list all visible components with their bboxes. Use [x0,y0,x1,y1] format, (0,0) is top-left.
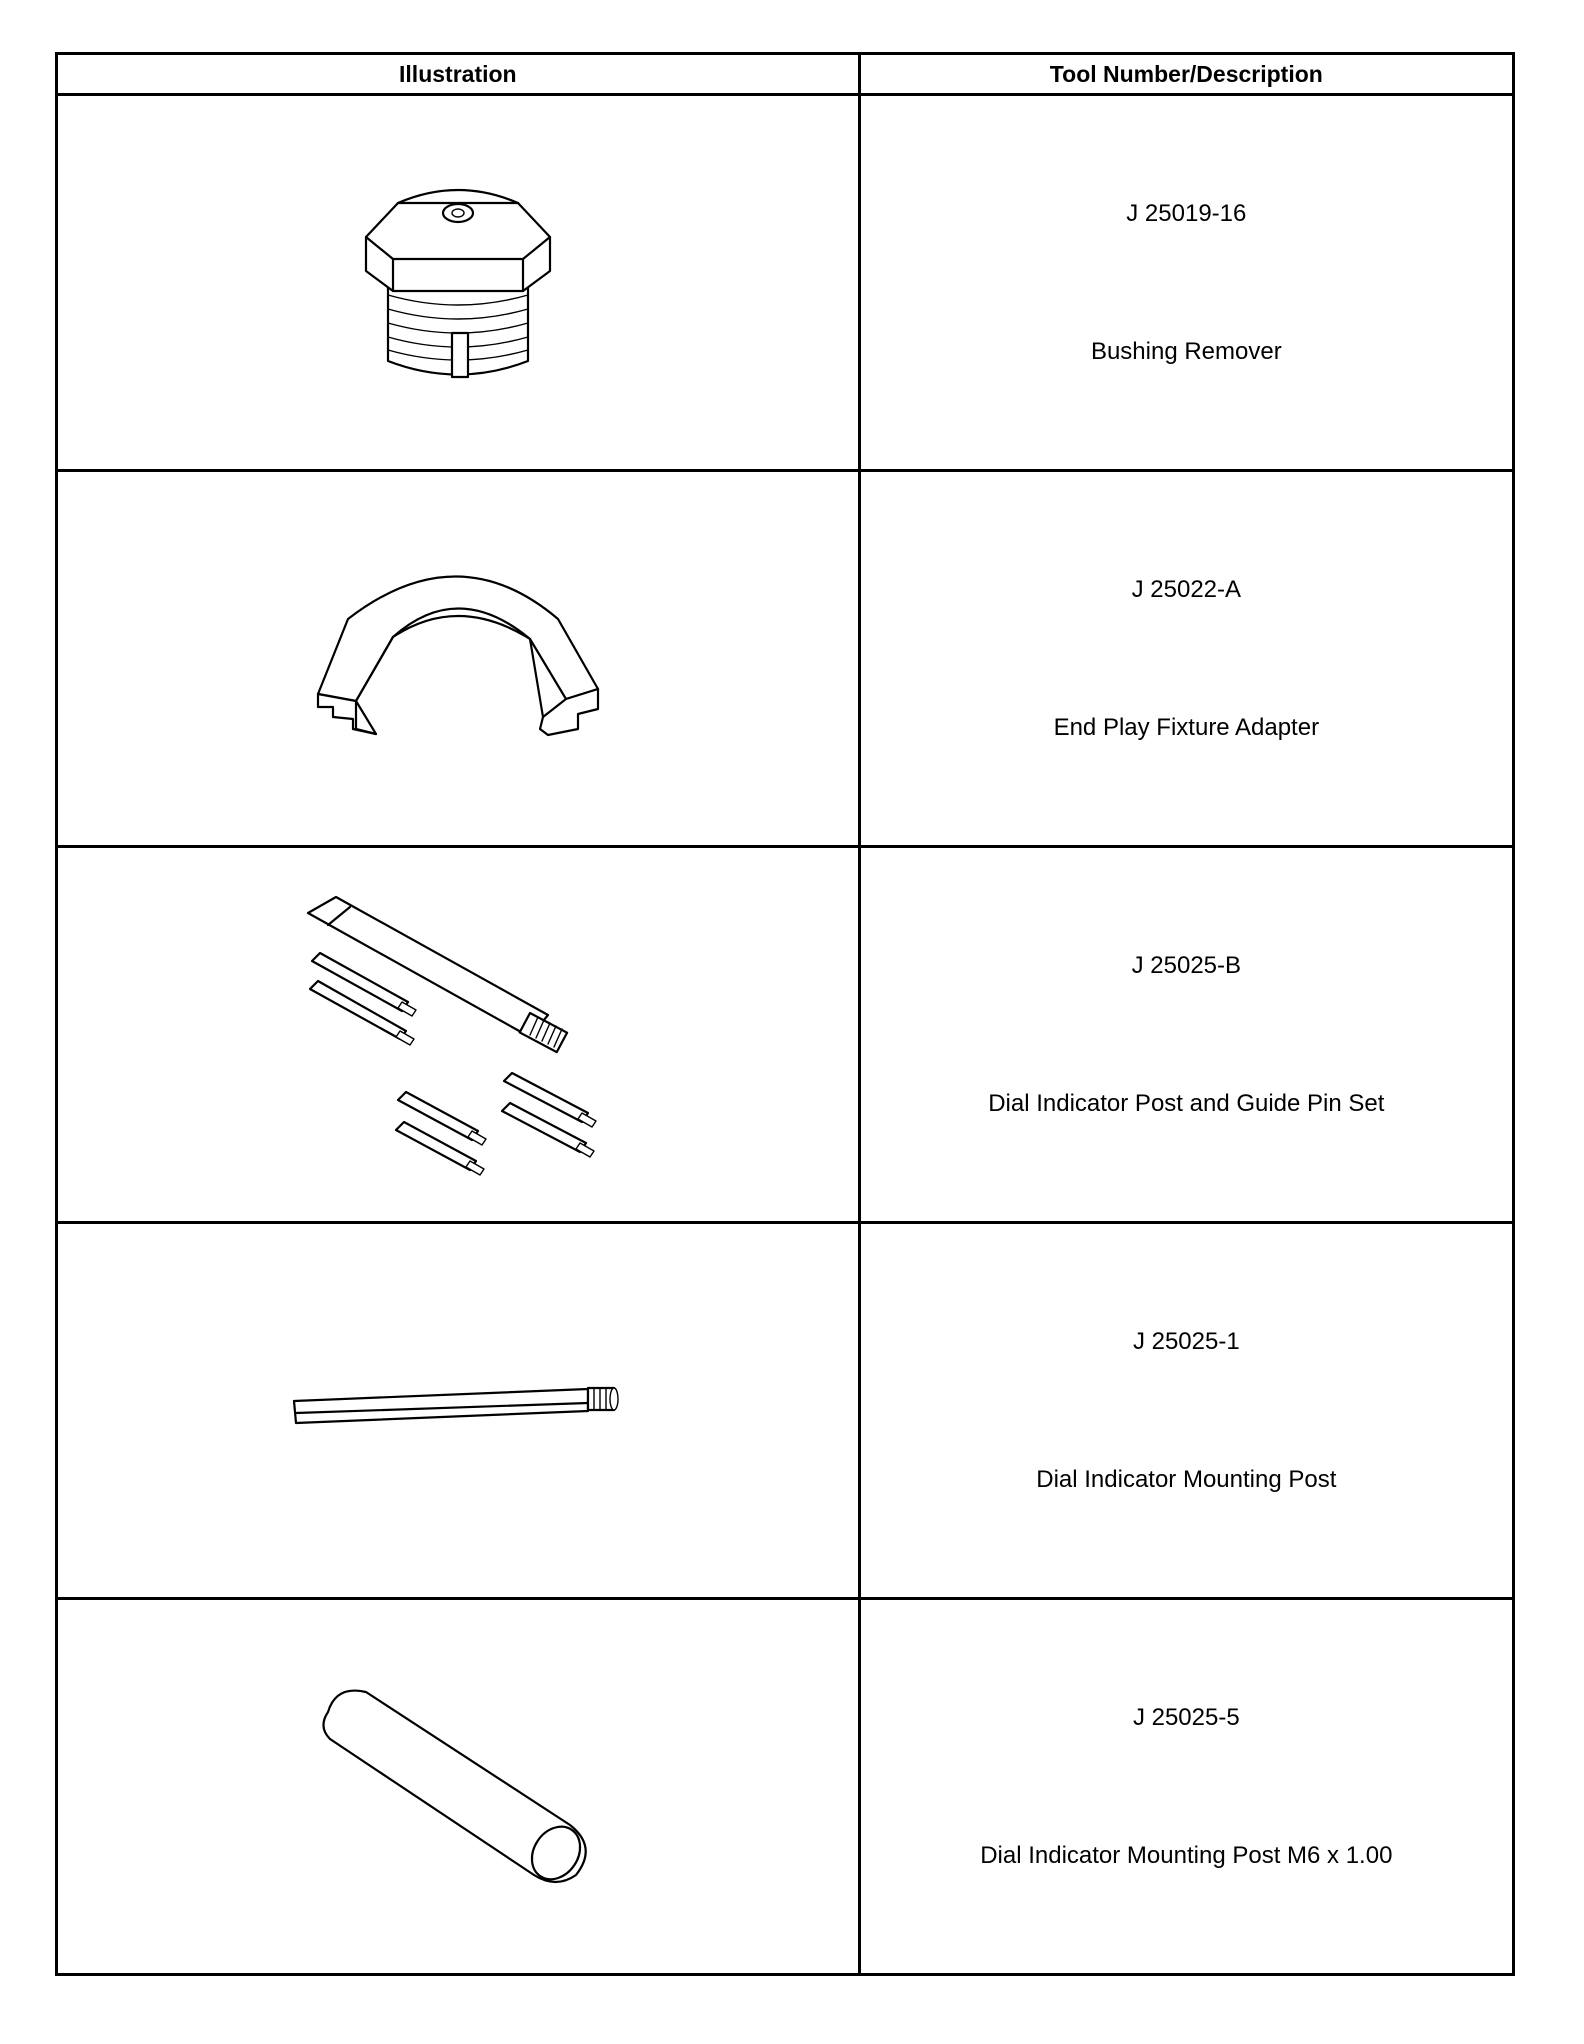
illustration-cell [57,1599,860,1975]
tool-description: Dial Indicator Mounting Post [1036,1465,1337,1493]
header-row [57,54,1514,95]
illustration-cell [57,95,860,471]
table-row [57,847,1514,1223]
table-row [57,1223,1514,1599]
table-row [57,471,1514,847]
tool-number: J 25022-A [1131,575,1242,603]
tool-number: J 25025-1 [1132,1327,1240,1355]
description-cell [859,95,1513,471]
illustration-cell [57,847,860,1223]
header-tool-number-description: Tool Number/Description [859,54,1513,95]
tool-table [55,52,1515,1976]
illustration-cell [57,1223,860,1599]
description-cell [859,847,1513,1223]
description-cell [859,1599,1513,1975]
header-illustration: Illustration [57,54,860,95]
tool-number: J 25019-16 [1126,199,1247,227]
tool-number: J 25025-5 [1132,1703,1240,1731]
tool-description: End Play Fixture Adapter [1053,713,1320,741]
table-row [57,95,1514,471]
mounting-post-m6-illustration [308,1677,608,1897]
post-and-pin-set-illustration [298,885,618,1185]
tool-number: J 25025-B [1131,951,1242,979]
tool-description: Bushing Remover [1090,337,1282,365]
table-row [57,1599,1514,1975]
end-play-fixture-adapter-illustration [308,549,608,769]
description-cell [859,1223,1513,1599]
tool-description: Dial Indicator Mounting Post M6 x 1.00 [980,1841,1393,1869]
illustration-cell [57,471,860,847]
bushing-remover-illustration [358,173,558,393]
description-cell [859,471,1513,847]
mounting-post-illustration [288,1371,628,1451]
tool-description: Dial Indicator Post and Guide Pin Set [988,1089,1385,1117]
